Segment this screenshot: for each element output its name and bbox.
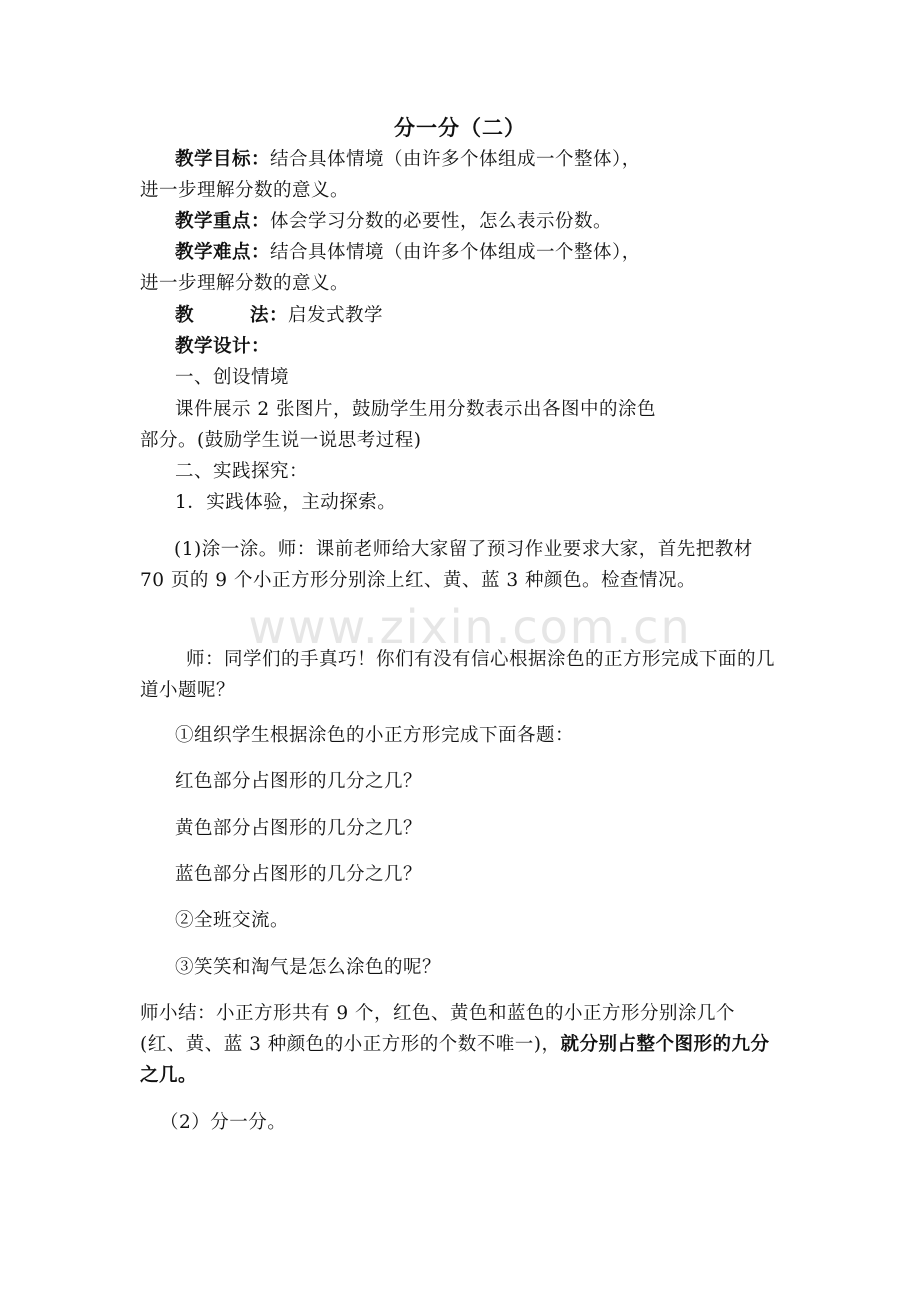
method-label-b: 法： <box>250 305 289 326</box>
objective-label: 教学目标： <box>175 149 271 170</box>
item2: （2）分一分。 <box>160 1112 287 1133</box>
section1-heading: 一、创设情境 <box>175 367 290 388</box>
objective-continuation: 进一步理解分数的意义。 <box>140 180 350 201</box>
paragraph-color-task: (1)涂一涂。师：课前老师给大家留了预习作业要求大家，首先把教材 70 页的 9 个小正方形分别涂上红、黄、蓝 3 种颜色。检查情况。 <box>140 539 753 591</box>
section1-text: 课件展示 2 张图片，鼓励学生用分数表示出各图中的涂色 <box>175 399 657 420</box>
question-yellow: 黄色部分占图形的几分之几？ <box>175 818 423 839</box>
difficulty-text: 结合具体情境（由许多个体组成一个整体）， <box>270 242 641 263</box>
question-method: ③笑笑和淘气是怎么涂色的呢？ <box>175 957 442 978</box>
page-title: 分一分（二） <box>394 115 526 140</box>
question-exchange: ②全班交流。 <box>175 910 290 931</box>
method-line <box>175 300 815 331</box>
design-heading: 教学设计： <box>175 336 271 357</box>
method-text: 启发式教学 <box>288 305 384 326</box>
question-red: 红色部分占图形的几分之几？ <box>175 771 423 792</box>
objective-text: 结合具体情境（由许多个体组成一个整体）， <box>270 149 641 170</box>
difficulty-continuation: 进一步理解分数的意义。 <box>140 273 350 294</box>
question-intro: ①组织学生根据涂色的小正方形完成下面各题： <box>175 725 575 746</box>
keypoint-label: 教学重点： <box>175 211 271 232</box>
summary-paragraph <box>140 998 780 1091</box>
keypoint-text: 体会学习分数的必要性，怎么表示份数。 <box>270 211 613 232</box>
section2-heading: 二、实践探究： <box>175 461 309 482</box>
watermark: www.zixin.com.cn <box>248 600 692 654</box>
question-blue: 蓝色部分占图形的几分之几？ <box>175 864 423 885</box>
item1: 1．实践体验，主动探索。 <box>175 492 397 513</box>
objective-line <box>175 144 815 175</box>
section1-continuation: 部分。(鼓励学生说一说思考过程) <box>140 430 422 451</box>
difficulty-label: 教学难点： <box>175 242 271 263</box>
summary-bold: 就分别占整个图形的九分之几。 <box>140 1034 770 1086</box>
summary-text: 师小结：小正方形共有 9 个，红色、黄色和蓝色的小正方形分别涂几个(红、黄、蓝 3 种颜色的小正方形的个数不唯一)， <box>140 1003 736 1055</box>
paragraph-teacher-prompt: 师：同学们的手真巧！你们有没有信心根据涂色的正方形完成下面的几道小题呢？ <box>140 649 776 701</box>
method-label-a: 教 <box>175 305 195 326</box>
difficulty-line <box>175 237 815 268</box>
keypoint-line <box>175 206 815 237</box>
